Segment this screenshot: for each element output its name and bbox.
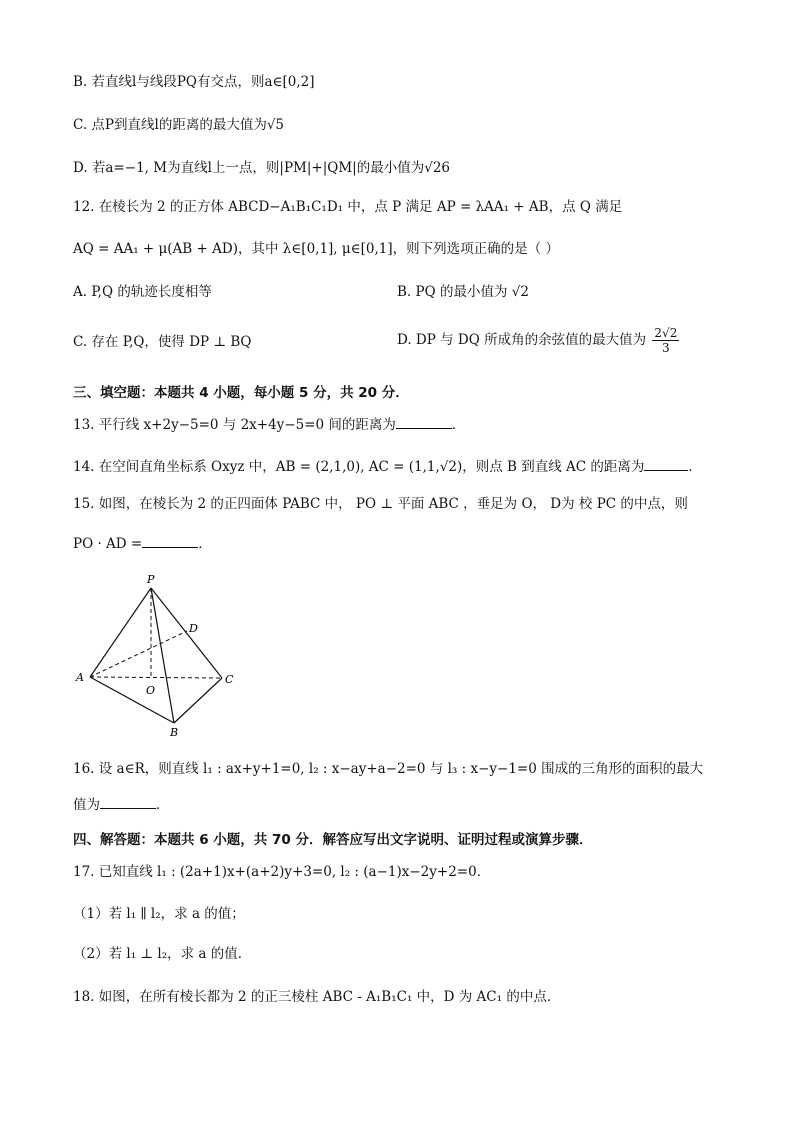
q18-stem: 18. 如图，在所有棱长都为 2 的正三棱柱 ABC - A₁B₁C₁ 中，D 为 AC₁ 的中点． xyxy=(73,989,561,1005)
q12-option-d-text: D. DP 与 DQ 所成角的余弦值的最大值为 xyxy=(397,332,647,348)
q12-option-c: C. 存在 P,Q，使得 DP ⊥ BQ xyxy=(73,334,252,350)
label-c: C xyxy=(225,673,234,686)
label-b: B xyxy=(170,726,179,739)
q12-stem-line2: AQ = AA₁ + μ(AB + AD)，其中 λ∈[0,1], μ∈[0,1]，则下列选项正确的是（ ） xyxy=(73,241,559,257)
answer-blank xyxy=(396,414,452,429)
q12-option-d-fraction xyxy=(652,326,679,355)
q11-option-c: C. 点P到直线l的距离的最大值为√5 xyxy=(73,117,285,133)
label-p: P xyxy=(147,573,155,586)
section-fill-in-title: 三、填空题：本题共 4 小题，每小题 5 分，共 20 分． xyxy=(73,385,409,401)
tetrahedron-figure xyxy=(70,570,240,740)
answer-blank xyxy=(644,456,688,471)
answer-blank xyxy=(142,533,198,548)
q15-line2: PO · AD = ． xyxy=(73,533,212,554)
fraction-numerator: 2√2 xyxy=(654,326,678,340)
q15-line2-text: PO · AD = xyxy=(73,536,143,552)
q15-line1: 15. 如图，在棱长为 2 的正四面体 PABC 中， PO ⊥ 平面 ABC ，垂足为 O， D为 校 PC 的中点，则 xyxy=(73,496,688,512)
q12-option-d xyxy=(397,326,679,355)
q16-line1: 16. 设 a∈R，则直线 l₁ : ax+y+1=0, l₂ : x−ay+a−2=0 与 l₃ : x−y−1=0 围成的三角形的面积的最大 xyxy=(73,761,704,777)
q11-option-b: B. 若直线l与线段PQ有交点，则a∈[0,2] xyxy=(73,74,315,90)
label-d: D xyxy=(189,622,198,635)
q17-part2: （2）若 l₁ ⊥ l₂，求 a 的值． xyxy=(73,946,252,962)
label-a: A xyxy=(76,671,84,684)
q17-stem: 17. 已知直线 l₁ : (2a+1)x+(a+2)y+3=0, l₂ : (a−1)x−2y+2=0． xyxy=(73,864,491,880)
section-solution-title: 四、解答题：本题共 6 小题，共 70 分．解答应写出文字说明、证明过程或演算步骤． xyxy=(73,832,593,848)
q12-option-a: A. P,Q 的轨迹长度相等 xyxy=(73,284,212,300)
q13-text: 13. 平行线 x+2y−5=0 与 2x+4y−5=0 间的距离为 xyxy=(73,417,396,433)
q13: 13. 平行线 x+2y−5=0 与 2x+4y−5=0 间的距离为 ． xyxy=(73,414,465,435)
q11-option-d: D. 若a=−1, M为直线l上一点，则|PM|+|QM|的最小值为√26 xyxy=(73,160,450,176)
fraction-denominator: 3 xyxy=(662,341,670,355)
q14-text: 14. 在空间直角坐标系 Oxyz 中，AB = (2,1,0), AC = (1,1,√2)，则点 B 到直线 AC 的距离为 xyxy=(73,459,645,475)
q16-line2: 值为 ． xyxy=(73,794,170,815)
label-o: O xyxy=(146,684,156,697)
q12-stem-line1: 12. 在棱长为 2 的正方体 ABCD−A₁B₁C₁D₁ 中，点 P 满足 AP = λAA₁ + AB，点 Q 满足 xyxy=(73,199,623,215)
q17-part1: （1）若 l₁ ∥ l₂，求 a 的值； xyxy=(73,906,245,922)
q16-line2-text: 值为 xyxy=(73,797,100,813)
q12-option-b: B. PQ 的最小值为 √2 xyxy=(397,284,529,300)
q14: 14. 在空间直角坐标系 Oxyz 中，AB = (2,1,0), AC = (1,1,√2)，则点 B 到直线 AC 的距离为 ． xyxy=(73,456,702,477)
answer-blank xyxy=(100,794,156,809)
